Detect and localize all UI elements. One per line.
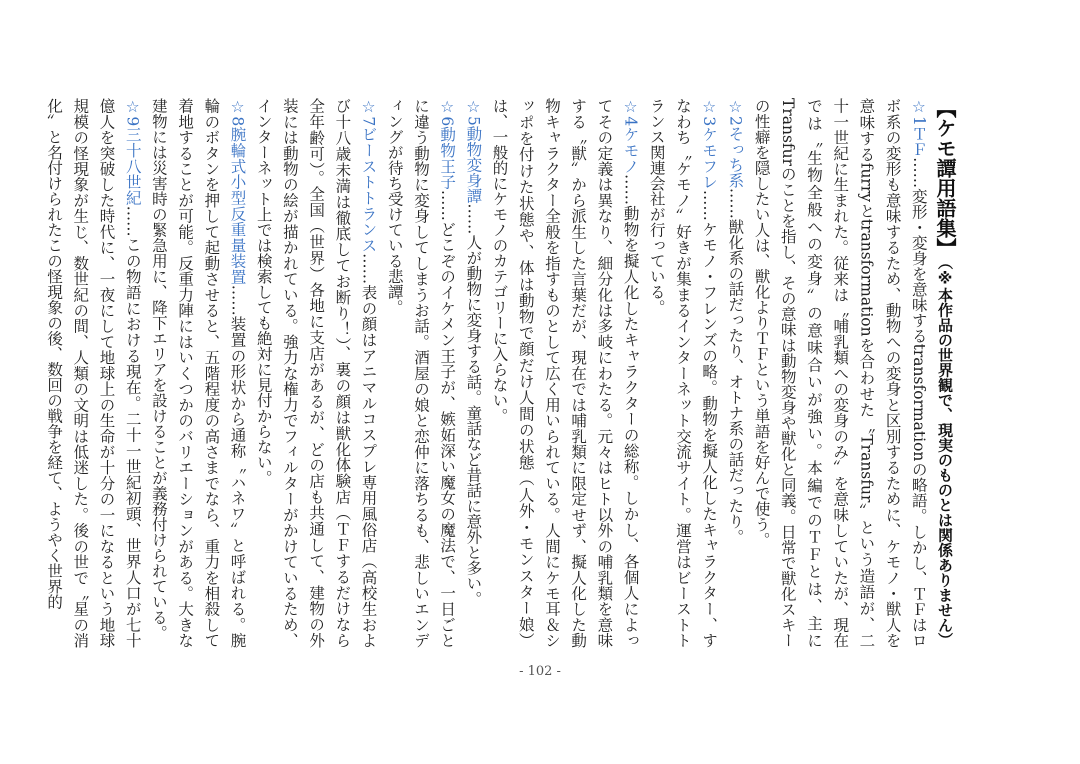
entry-definition: ……動物を擬人化したキャラクターの総称。しかし、各個人によってその定義は異なり、細分化は多岐にわたる。元々はヒト以外の哺乳類を意味する〝獣〟から派生した言葉だが、現在では哺乳類に限定せず、擬人化した動物キャラクター全般を指すものとして広く用いられている。人間にケモ耳＆シッポを付けた状態や、体は動物で顔だけ人間の状態（人外・モンスター娘）は、一般的にケモノのカテゴリーに入らない。 xyxy=(490,98,640,648)
entry-definition: ……変形・変身を意味するtransformationの略語。しかし、ＴＦはロボ系の変形も意味するため、動物への変身と区別するために、ケモノ・獣人を意味するfurryとtransformationを合わせた〝Transfur〟という造語が、二十一世紀に生まれた。従来は〝哺乳類への変身のみ〟を意味していたが、現在では〝生物全般への変身〟の意味合いが強い。本編でのＴＦとは、主にTransfurのことを指し、その意味は動物変身や獣化と同義。日常で獣化スキーの性癖を隠したい人は、獣化よりＴＦという単語を好んで使う。 xyxy=(752,98,928,648)
glossary-entry-doubutsu-ouji xyxy=(382,98,461,648)
glossary-entry-38th-century xyxy=(41,98,146,648)
entry-term: 腕輪式小型反重量装置 xyxy=(228,126,247,285)
glossary-text-block xyxy=(41,98,958,648)
entry-marker: ☆3 xyxy=(700,98,719,127)
entry-term: 三十八世紀 xyxy=(123,126,142,206)
entry-definition: ……どこぞのイケメン王子が、嫉妬深い魔女の魔法で、一日ごとに違う動物に変身してしまうお話。酒屋の娘と恋仲に落ちるも、悲しいエンディングが待ち受けている悲譚。 xyxy=(385,98,457,649)
entry-term: 動物王子 xyxy=(438,126,457,190)
glossary-entry-hanewa xyxy=(146,98,251,648)
entry-definition: ……獣化系の話だったり、オトナ系の話だったり。 xyxy=(726,187,745,545)
entry-definition: ……装置の形状から通称〝ハネワ〟と呼ばれる。腕輪のボタンを押して起動させると、五階程度の高さまでなら、重力を相殺して着地することが可能。反重力陣にはいくつかのバリエーションがある。大きな建物には災害時の緊急用に、降下エリアを設けることが義務付けられている。 xyxy=(149,98,247,648)
entry-marker: ☆9 xyxy=(123,98,142,127)
entry-definition: ……人が動物に変身する話。童話など昔話に意外と多い。 xyxy=(464,203,483,607)
glossary-entry-beast-trance xyxy=(251,98,382,648)
entry-definition: ……この物語における現在。二十一世紀初頭、世界人口が七十億人を突破した時代に、一夜にして地球上の生命が十分の一になるという地球規模の怪現象が生じ、数世紀の間、人類の文明は低迷した。後の世で〝星の消化〟と名付けられたこの怪現象の後、数回の戦争を経て、ようやく世界的 xyxy=(45,98,142,648)
glossary-entry-socchi-kei xyxy=(722,98,748,648)
glossary-entry-kemofure xyxy=(644,98,723,648)
entry-definition: ……ケモノ・フレンズの略。動物を擬人化したキャラクター、すなわち〝ケモノ〟好きが集まるインターネット交流サイト。運営はビーストトランス関連会社が行っている。 xyxy=(647,98,719,649)
entry-marker: ☆6 xyxy=(438,98,457,127)
entry-marker: ☆5 xyxy=(464,98,483,126)
entry-term: ビーストトランス xyxy=(359,126,378,254)
entry-marker: ☆2 xyxy=(726,98,745,126)
page-number: - 102 - xyxy=(519,664,561,679)
glossary-title-line xyxy=(932,98,958,648)
glossary-title: 【ケモ譚用語集】 xyxy=(933,98,957,258)
entry-term: そっち系 xyxy=(726,125,745,188)
entry-term: ケモノ xyxy=(621,126,640,174)
entry-marker: ☆4 xyxy=(621,98,640,127)
glossary-entry-tf xyxy=(748,98,931,648)
glossary-title-note: （※本作品の世界観で、現実のものとは関係ありません） xyxy=(936,262,954,648)
entry-marker: ☆8 xyxy=(228,98,247,127)
entry-term: ケモフレ xyxy=(700,126,719,190)
entry-definition: ……表の顔はアニマルコスプレ専用風俗店（高校生および十八歳未満は徹底してお断り！）、裏の顔は獣化体験店（ＴＦするだけなら全年齢可）。全国（世界）各地に支店があるが、どの店も共通して、建物の外装には動物の絵が描かれている。強力な権力でフィルターがかけているため、インターネット上では検索しても絶対に見付からない。 xyxy=(254,98,378,648)
glossary-entry-doubutsu-henshintan xyxy=(460,98,486,648)
entry-term: 動物変身譚 xyxy=(464,125,483,204)
entry-marker: ☆1 xyxy=(909,98,928,126)
glossary-entry-kemono xyxy=(486,98,643,648)
entry-term: ＴＦ xyxy=(909,125,928,158)
entry-marker: ☆7 xyxy=(359,98,378,127)
